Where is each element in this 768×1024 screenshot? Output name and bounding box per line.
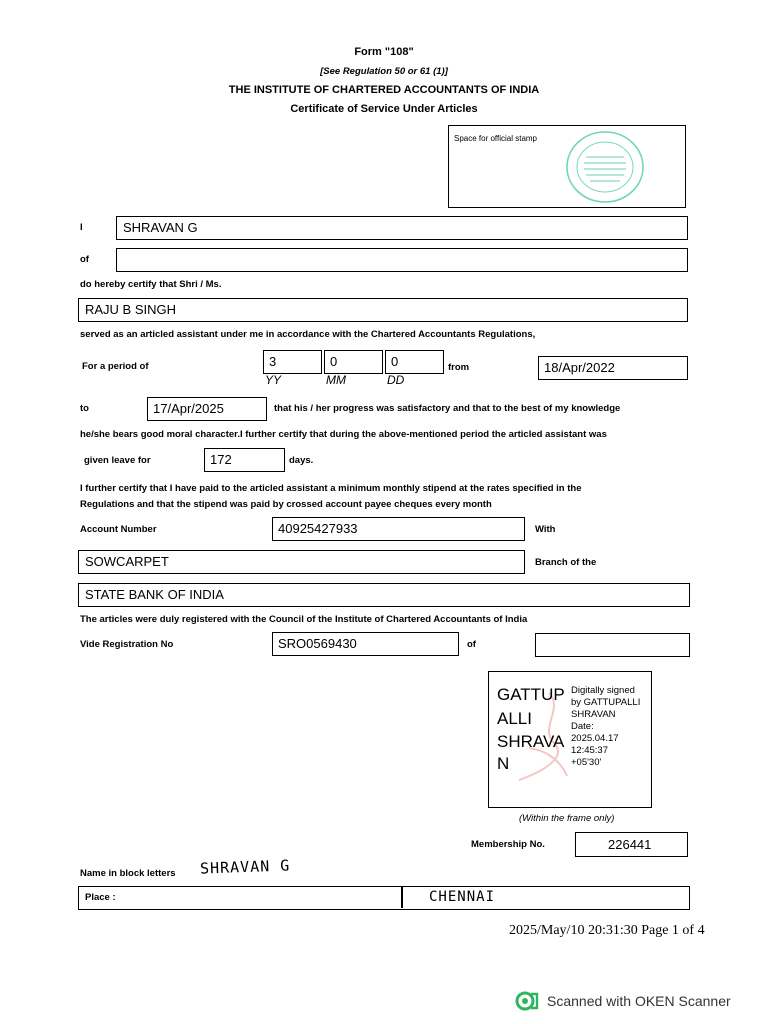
official-stamp-box [448,125,686,208]
from-label: from [448,362,470,373]
to-label: to [80,403,89,414]
days-caption: DD [387,373,405,387]
period-days-value: 0 [391,354,399,369]
days-label: days. [289,455,314,466]
form-number: Form "108" [354,46,414,58]
with-label: With [535,524,556,535]
place-handwritten: CHENNAI [429,889,496,905]
signer-name-line-4: N [497,754,510,773]
from-date-value: 18/Apr/2022 [544,360,615,375]
frame-note: (Within the frame only) [519,813,615,824]
character-statement: he/she bears good moral character.I further certify that during the above-mentioned period the articled assistant was [80,429,607,440]
certifier-name-field[interactable] [116,216,688,240]
signer-name-line-3: SHRAVA [497,732,565,751]
membership-number-value: 226441 [608,837,652,852]
served-statement: served as an articled assistant under me in accordance with the Chartered Accountants Regulations, [80,329,536,340]
membership-number-field[interactable] [575,832,688,857]
page-timestamp: 2025/May/10 20:31:30 Page 1 of 4 [509,923,705,938]
certifier-name-value: SHRAVAN G [123,220,198,235]
branch-label: Branch of the [535,557,597,568]
period-days-field[interactable] [385,350,444,374]
registered-statement: The articles were duly registered with the Council of the Institute of Chartered Accountants of India [80,614,528,625]
firm-name-field[interactable] [116,248,688,272]
bank-name-value: STATE BANK OF INDIA [85,587,224,602]
signature-meta-line-6: 12:45:37 [571,745,608,756]
signer-name-line-1: GATTUP [497,685,565,704]
from-date-field[interactable] [538,356,688,380]
registration-number-value: SRO0569430 [278,636,357,651]
account-number-label: Account Number [80,524,157,535]
progress-statement: that his / her progress was satisfactory and that to the best of my knowledge [274,403,621,414]
period-months-field[interactable] [324,350,383,374]
leave-days-value: 172 [210,452,232,467]
block-letters-label: Name in block letters [80,868,176,879]
leave-label: given leave for [84,455,151,466]
stipend-statement-1: I further certify that I have paid to the articled assistant a minimum monthly stipend at the rates specified in the [80,483,582,494]
place-label: Place : [85,892,116,903]
period-label: For a period of [82,361,149,372]
leave-days-field[interactable] [204,448,285,472]
account-number-field[interactable] [272,517,525,541]
registration-label: Vide Registration No [80,639,174,650]
period-years-value: 3 [269,354,277,369]
registration-of-label: of [467,639,476,650]
regulation-reference: [See Regulation 50 or 61 (1)] [320,66,448,77]
period-months-value: 0 [330,354,338,369]
place-field[interactable] [78,886,690,910]
signer-name-line-2: ALLI [497,709,532,728]
signature-frame [488,671,652,808]
bank-name-field[interactable] [78,583,690,607]
institute-title: THE INSTITUTE OF CHARTERED ACCOUNTANTS OF INDIA [228,84,540,96]
scanner-watermark-text: Scanned with OKEN Scanner [547,993,731,1009]
official-seal-icon [564,129,646,205]
months-caption: MM [326,373,346,387]
block-letters-handwritten: SHRAVAN G [199,856,291,878]
scanner-logo-icon [515,990,539,1012]
certificate-title: Certificate of Service Under Articles [290,103,478,115]
years-caption: YY [265,373,282,387]
branch-field[interactable] [78,550,525,574]
scanner-watermark [515,990,731,1012]
to-date-value: 17/Apr/2025 [153,401,224,416]
signature-meta-line-2: by GATTUPALLI [571,697,641,708]
signature-meta-line-3: SHRAVAN [571,709,616,720]
period-years-field[interactable] [263,350,322,374]
branch-value: SOWCARPET [85,554,169,569]
membership-label: Membership No. [471,839,545,850]
signature-meta-line-1: Digitally signed [571,685,635,696]
i-label: I [80,222,83,233]
certify-label: do hereby certify that Shri / Ms. [80,279,222,290]
place-divider [401,887,403,908]
signature-meta-line-4: Date: [571,721,594,732]
stamp-label: Space for official stamp [454,134,538,143]
registration-date-field[interactable] [535,633,690,657]
of-label: of [80,254,89,265]
stipend-statement-2: Regulations and that the stipend was paid by crossed account payee cheques every month [80,499,492,510]
assistant-name-field[interactable] [78,298,688,322]
assistant-name-value: RAJU B SINGH [85,302,177,317]
signature-meta-line-7: +05'30' [571,757,602,768]
to-date-field[interactable] [147,397,267,421]
registration-number-field[interactable] [272,632,459,656]
signature-meta-line-5: 2025.04.17 [571,733,619,744]
account-number-value: 40925427933 [278,521,358,536]
